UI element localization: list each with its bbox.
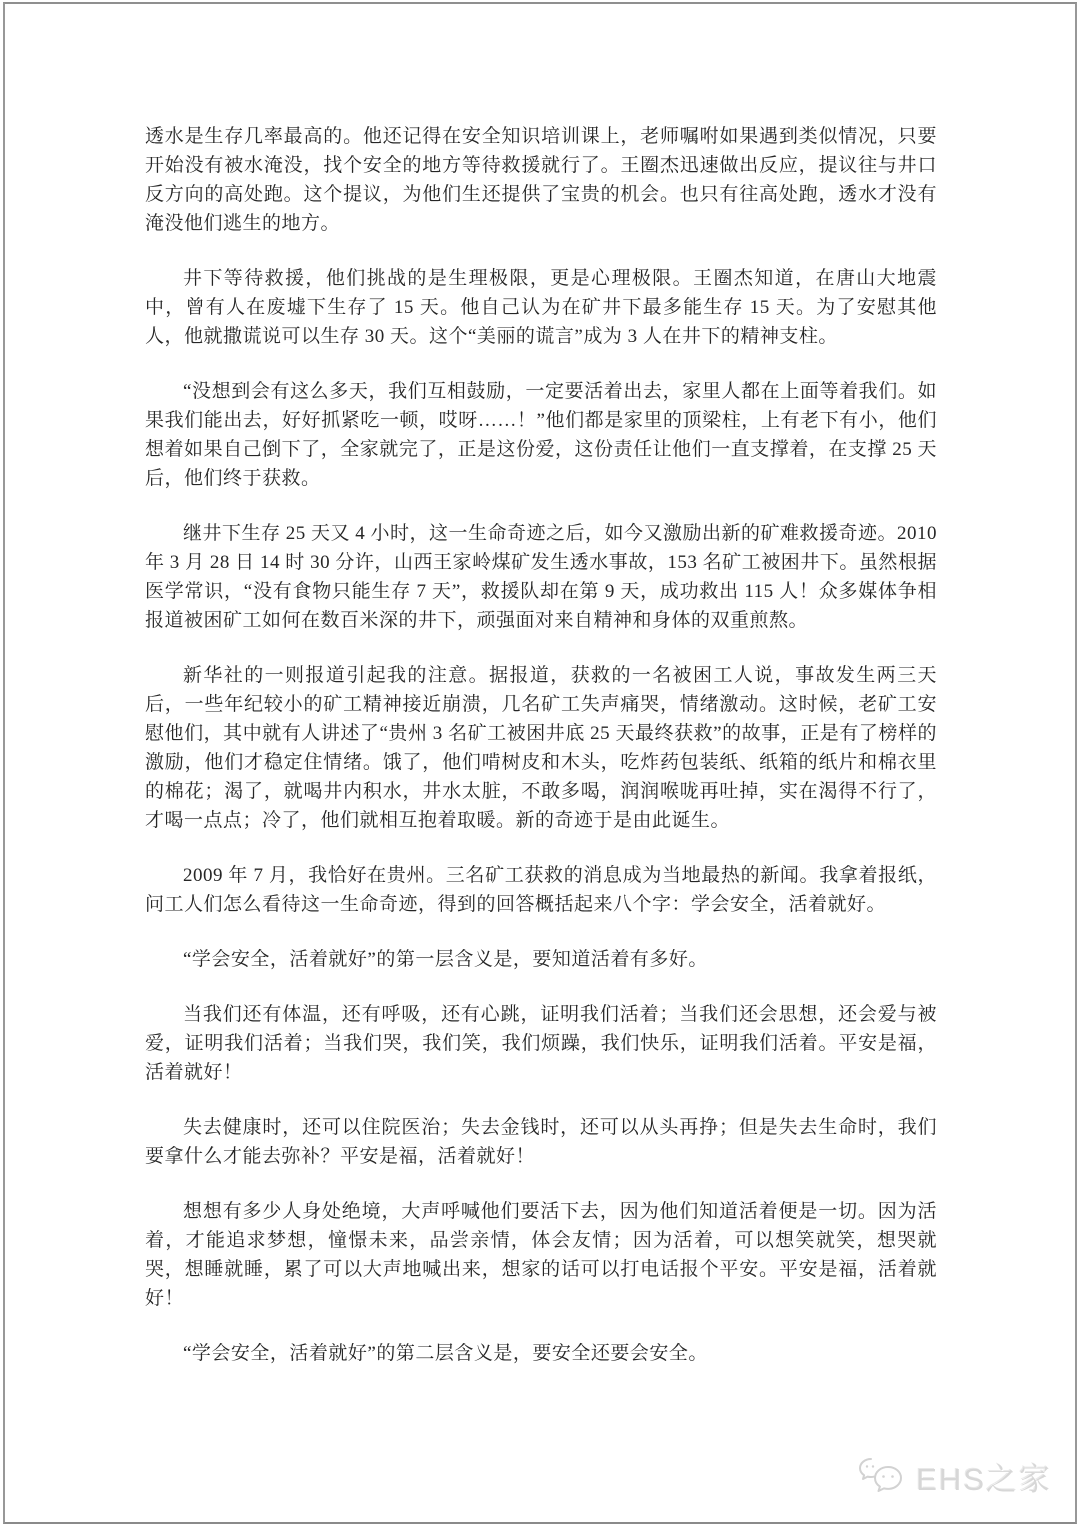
paragraph: 井下等待救援，他们挑战的是生理极限，更是心理极限。王圈杰知道，在唐山大地震中，曾有人在废墟下生存了 15 天。他自己认为在矿井下最多能生存 15 天。为了安慰其他人，他就撒谎说可以生存 30 天。这个“美丽的谎言”成为 3 人在井下的精神支柱。 [145, 268, 937, 347]
article-body [145, 122, 937, 1394]
watermark [858, 1454, 1052, 1499]
paragraph: 2009 年 7 月，我恰好在贵州。三名矿工获救的消息成为当地最热的新闻。我拿着报纸，问工人们怎么看待这一生命奇迹，得到的回答概括起来八个字：学会安全，活着就好。 [145, 865, 937, 915]
paragraph: 透水是生存几率最高的。他还记得在安全知识培训课上，老师嘱咐如果遇到类似情况，只要开始没有被水淹没，找个安全的地方等待救援就行了。王圈杰迅速做出反应，提议往与井口反方向的高处跑。这个提议，为他们生还提供了宝贵的机会。也只有往高处跑，透水才没有淹没他们逃生的地方。 [145, 126, 937, 234]
paragraph: “学会安全，活着就好”的第一层含义是，要知道活着有多好。 [183, 949, 708, 970]
wechat-icon [858, 1456, 908, 1498]
paragraph: 继井下生存 25 天又 4 小时，这一生命奇迹之后，如今又激励出新的矿难救援奇迹。2010 年 3 月 28 日 14 时 30 分许，山西王家岭煤矿发生透水事故，153 名矿工被困井下。虽然根据医学常识，“没有食物只能生存 7 天”，救援队却在第 9 天，成功救出 115 人！众多媒体争相报道被困矿工如何在数百米深的井下，顽强面对来自精神和身体的双重煎熬。 [145, 523, 938, 631]
paragraph: 想想有多少人身处绝境，大声呼喊他们要活下去，因为他们知道活着便是一切。因为活着，才能追求梦想，憧憬未来，品尝亲情，体会友情；因为活着，可以想笑就笑，想哭就哭，想睡就睡，累了可以大声地喊出来，想家的话可以打电话报个平安。平安是福，活着就好！ [145, 1201, 937, 1309]
paragraph: “没想到会有这么多天，我们互相鼓励，一定要活着出去，家里人都在上面等着我们。如果我们能出去，好好抓紧吃一顿，哎呀……！”他们都是家里的顶梁柱，上有老下有小，他们想着如果自己倒下了，全家就完了，正是这份爱，这份责任让他们一直支撑着，在支撑 25 天后，他们终于获救。 [145, 381, 937, 489]
paragraph: 失去健康时，还可以住院医治；失去金钱时，还可以从头再挣；但是失去生命时，我们要拿什么才能去弥补？平安是福，活着就好！ [145, 1117, 937, 1167]
paragraph: 当我们还有体温，还有呼吸，还有心跳，证明我们活着；当我们还会思想，还会爱与被爱，证明我们活着；当我们哭，我们笑，我们烦躁，我们快乐，证明我们活着。平安是福，活着就好！ [145, 1004, 937, 1083]
watermark-text: EHS之家 [916, 1462, 1052, 1497]
paragraph: “学会安全，活着就好”的第二层含义是，要安全还要会安全。 [183, 1343, 708, 1364]
paragraph: 新华社的一则报道引起我的注意。据报道，获救的一名被困工人说，事故发生两三天后，一些年纪较小的矿工精神接近崩溃，几名矿工失声痛哭，情绪激动。这时候，老矿工安慰他们，其中就有人讲述了“贵州 3 名矿工被困井底 25 天最终获救”的故事，正是有了榜样的激励，他们才稳定住情绪。饿了，他们啃树皮和木头，吃炸药包装纸、纸箱的纸片和棉衣里的棉花；渴了，就喝井内积水，井水太脏，不敢多喝，润润喉咙再吐掉，实在渴得不行了，才喝一点点；冷了，他们就相互抱着取暖。新的奇迹于是由此诞生。 [145, 665, 937, 831]
